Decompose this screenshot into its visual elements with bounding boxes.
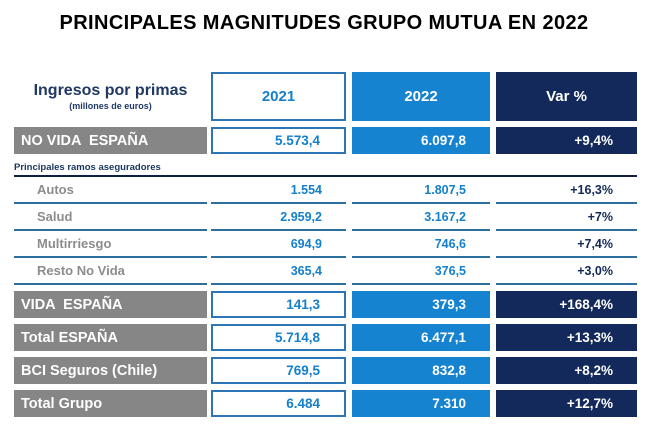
cell-2021: 365,4	[211, 258, 346, 285]
header-label: Ingresos por primas	[33, 82, 188, 99]
cell-var: +7%	[496, 204, 637, 231]
row-label: Resto No Vida	[14, 258, 207, 285]
cell-2022: 6.097,8	[352, 127, 490, 154]
cell-2021: 141,3	[211, 291, 346, 318]
row-bci-seguros-chile	[14, 357, 637, 384]
row-total-grupo	[14, 390, 637, 417]
cell-var: +7,4%	[496, 231, 637, 258]
column-header-2022: 2022	[352, 72, 490, 121]
cell-var: +168,4%	[496, 291, 637, 318]
column-header-var: Var %	[496, 72, 637, 121]
cell-var: +8,2%	[496, 357, 637, 384]
cell-2021: 694,9	[211, 231, 346, 258]
cell-var: +9,4%	[496, 127, 637, 154]
column-header-2021: 2021	[211, 72, 346, 121]
cell-2021: 2.959,2	[211, 204, 346, 231]
row-label: VIDA ESPAÑA	[14, 291, 207, 318]
cell-2021: 5.714,8	[211, 324, 346, 351]
row-label: Autos	[14, 177, 207, 204]
cell-2021: 5.573,4	[211, 127, 346, 154]
row-salud	[14, 204, 637, 231]
row-vida-espana	[14, 291, 637, 318]
cell-2021: 769,5	[211, 357, 346, 384]
cell-2022: 379,3	[352, 291, 490, 318]
row-label: Total Grupo	[14, 390, 207, 417]
cell-2022: 3.167,2	[352, 204, 490, 231]
cell-2022: 746,6	[352, 231, 490, 258]
row-autos	[14, 177, 637, 204]
cell-var: +16,3%	[496, 177, 637, 204]
row-total-espana	[14, 324, 637, 351]
row-label: BCI Seguros (Chile)	[14, 357, 207, 384]
row-multirriesgo	[14, 231, 637, 258]
cell-2022: 832,8	[352, 357, 490, 384]
cell-2022: 7.310	[352, 390, 490, 417]
row-label: NO VIDA ESPAÑA	[14, 127, 207, 154]
header-unit: (millones de euros)	[69, 101, 152, 111]
magnitudes-table	[14, 72, 637, 423]
cell-2022: 6.477,1	[352, 324, 490, 351]
cell-var: +12,7%	[496, 390, 637, 417]
row-resto-no-vida	[14, 258, 637, 285]
row-label: Multirriesgo	[14, 231, 207, 258]
table-header-row	[14, 72, 637, 121]
cell-var: +13,3%	[496, 324, 637, 351]
row-no-vida-espana	[14, 127, 637, 154]
header-row-label	[14, 72, 207, 121]
cell-var: +3,0%	[496, 258, 637, 285]
page-title: PRINCIPALES MAGNITUDES GRUPO MUTUA EN 2022	[59, 12, 589, 34]
row-label: Total ESPAÑA	[14, 324, 207, 351]
row-label: Salud	[14, 204, 207, 231]
cell-2022: 1.807,5	[352, 177, 490, 204]
section-note: Principales ramos aseguradores	[14, 162, 161, 173]
cell-2021: 6.484	[211, 390, 346, 417]
cell-2021: 1.554	[211, 177, 346, 204]
cell-2022: 376,5	[352, 258, 490, 285]
